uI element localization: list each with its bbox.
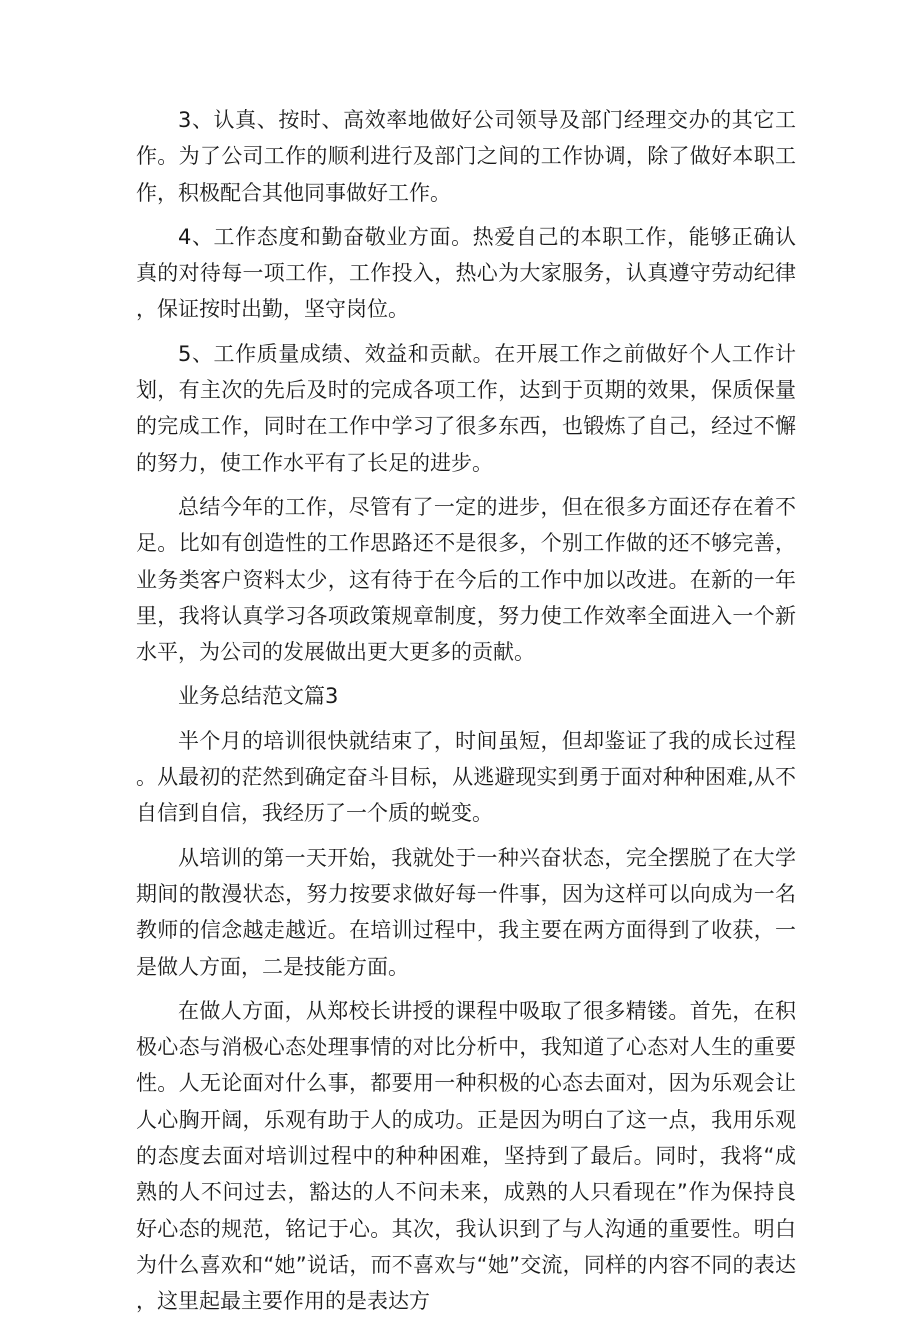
paragraph-training-first-day: 从培训的第一天开始，我就处于一种兴奋状态，完全摆脱了在大学期间的散漫状态，努力按要求做好每一件事，因为这样可以向成为一名教师的信念越走越近。在培训过程中，我主要在两方面得到了收获，一是做人方面，二是技能方面。	[136, 845, 796, 979]
paragraph-training-intro: 半个月的培训很快就结束了，时间虽短，但却鉴证了我的成长过程。从最初的茫然到确定奋斗目标，从逃避现实到勇于面对种种困难,从不自信到自信，我经历了一个质的蜕变。	[136, 728, 796, 826]
paragraph-summary: 总结今年的工作，尽管有了一定的进步，但在很多方面还存在着不足。比如有创造性的工作思路还不是很多，个别工作做的还不够完善，业务类客户资料太少，这有待于在今后的工作中加以改进。在新的一年里，我将认真学习各项政策规章制度，努力使工作效率全面进入一个新水平，为公司的发展做出更大更多的贡献。	[136, 494, 796, 665]
paragraph-item-4: 4、工作态度和勤奋敬业方面。热爱自己的本职工作，能够正确认真的对待每一项工作，工作投入，热心为大家服务，认真遵守劳动纪律，保证按时出勤，坚守岗位。	[136, 224, 796, 322]
section-heading: 业务总结范文篇3	[178, 684, 339, 709]
document-body	[136, 102, 796, 1320]
paragraph-item-3: 3、认真、按时、高效率地做好公司领导及部门经理交办的其它工作。为了公司工作的顺利进行及部门之间的工作协调，除了做好本职工作，积极配合其他同事做好工作。	[136, 108, 796, 205]
paragraph-personal-growth: 在做人方面，从郑校长讲授的课程中吸取了很多精镂。首先，在积极心态与消极心态处理事情的对比分析中，我知道了心态对人生的重要性。人无论面对什么事，都要用一种积极的心态去面对，因为乐观会让人心胸开阔，乐观有助于人的成功。正是因为明白了这一点，我用乐观的态度去面对培训过程中的种种困难，坚持到了最后。同时，我将“成熟的人不问过去，豁达的人不问未来，成熟的人只看现在”作为保持良好心态的规范，铭记于心。其次，我认识到了与人沟通的重要性。明白为什么喜欢和“她”说话，而不喜欢与“她”交流，同样的内容不同的表达，这里起最主要作用的是表达方	[136, 998, 796, 1314]
paragraph-item-5: 5、工作质量成绩、效益和贡献。在开展工作之前做好个人工作计划，有主次的先后及时的完成各项工作，达到于页期的效果，保质保量的完成工作，同时在工作中学习了很多东西，也锻炼了自己，经过不懈的努力，使工作水平有了长足的进步。	[136, 341, 796, 475]
